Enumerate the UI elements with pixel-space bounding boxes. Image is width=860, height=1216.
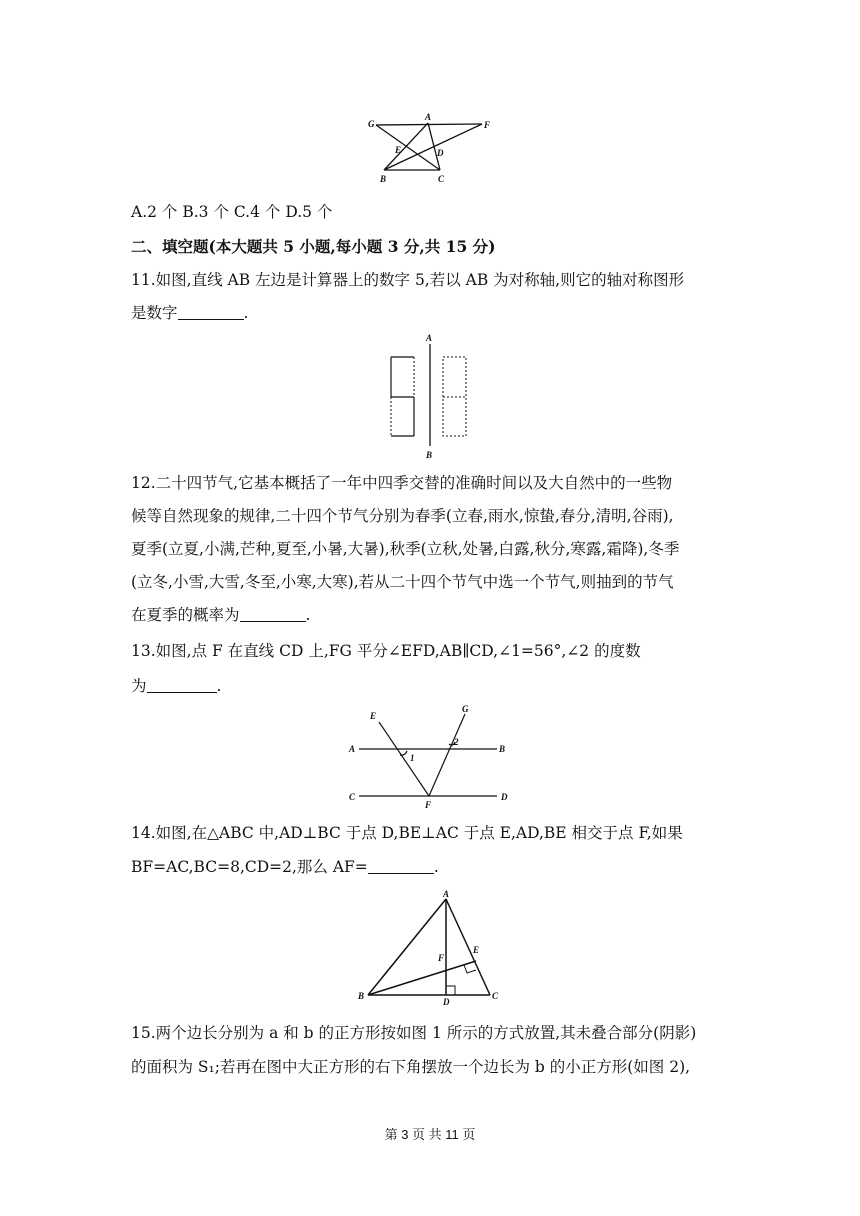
- label-f: F: [438, 953, 445, 963]
- q14-line-2: [131, 857, 439, 877]
- label-b: B: [380, 174, 387, 184]
- label-e: E: [395, 145, 402, 155]
- q12-line-2: 候等自然现象的规律,二十四个节气分别为春季(立春,雨水,惊蛰,春分,清明,谷雨),: [131, 507, 674, 525]
- figure-q10: [362, 112, 497, 187]
- label-f: F: [425, 800, 432, 810]
- label-f: F: [484, 120, 491, 130]
- figure-q13: [345, 704, 520, 810]
- label-b: B: [426, 450, 433, 460]
- q12-line-1: 12.二十四节气,它基本概括了一年中四季交替的准确时间以及大自然中的一些物: [131, 474, 673, 492]
- label-a: A: [349, 744, 356, 754]
- q11-line-2: [131, 303, 248, 323]
- q13-line-2-end: .: [216, 677, 222, 695]
- q12-line-3: 夏季(立夏,小满,芒种,夏至,小暑,大暑),秋季(立秋,处暑,白露,秋分,寒露,霜降),冬季: [131, 540, 680, 558]
- figure-q11: [385, 330, 475, 462]
- q14-line-2-text: BF=AC,BC=8,CD=2,那么 AF=: [131, 858, 368, 876]
- q11-line-1: 11.如图,直线 AB 左边是计算器上的数字 5,若以 AB 为对称轴,则它的轴对称图形: [131, 271, 685, 289]
- q11-line-2-end: .: [243, 304, 249, 322]
- q10-options: A.2 个 B.3 个 C.4 个 D.5 个: [131, 203, 333, 221]
- q13-line-2: [131, 676, 221, 696]
- section-2-title: 二、填空题(本大题共 5 小题,每小题 3 分,共 15 分): [131, 237, 496, 256]
- label-c: C: [349, 792, 356, 802]
- q13-line-2-text: 为: [131, 677, 147, 695]
- label-d: D: [501, 792, 508, 802]
- page-footer: 第 3 页 共 11 页: [384, 1127, 476, 1142]
- q12-line-5-text: 在夏季的概率为: [131, 606, 240, 624]
- label-d: D: [437, 148, 444, 158]
- figure-q14: [352, 886, 507, 1006]
- answer-blank: [147, 678, 217, 693]
- angle-1-label: 1: [410, 753, 415, 763]
- label-e: E: [370, 711, 377, 721]
- label-a: A: [443, 889, 450, 899]
- label-a: A: [426, 333, 433, 343]
- label-c: C: [438, 174, 445, 184]
- q11-line-2-text: 是数字: [131, 304, 178, 322]
- answer-blank: [368, 859, 434, 874]
- q12-line-5-end: .: [305, 606, 311, 624]
- angle-2-label: 2: [454, 737, 459, 747]
- label-c: C: [492, 991, 499, 1001]
- q15-line-2: 的面积为 S₁;若再在图中大正方形的右下角摆放一个边长为 b 的小正方形(如图 2),: [131, 1058, 691, 1076]
- label-b: B: [358, 991, 365, 1001]
- label-d: D: [443, 997, 450, 1006]
- label-g: G: [462, 704, 469, 714]
- q12-line-4: (立冬,小雪,大雪,冬至,小寒,大寒),若从二十四个节气中选一个节气,则抽到的节气: [131, 573, 674, 591]
- label-e: E: [473, 945, 480, 955]
- answer-blank: [240, 607, 306, 622]
- q14-line-1: 14.如图,在△ABC 中,AD⊥BC 于点 D,BE⊥AC 于点 E,AD,BE 相交于点 F,如果: [131, 824, 683, 842]
- q15-line-1: 15.两个边长分别为 a 和 b 的正方形按如图 1 所示的方式放置,其未叠合部分(阴影): [131, 1024, 697, 1042]
- q14-line-2-end: .: [433, 858, 439, 876]
- q12-line-5: [131, 605, 310, 625]
- q13-line-1: 13.如图,点 F 在直线 CD 上,FG 平分∠EFD,AB∥CD,∠1=56°,∠2 的度数: [131, 642, 641, 660]
- label-b: B: [499, 744, 506, 754]
- label-a: A: [425, 112, 432, 122]
- label-g: G: [368, 119, 375, 129]
- answer-blank: [178, 305, 244, 320]
